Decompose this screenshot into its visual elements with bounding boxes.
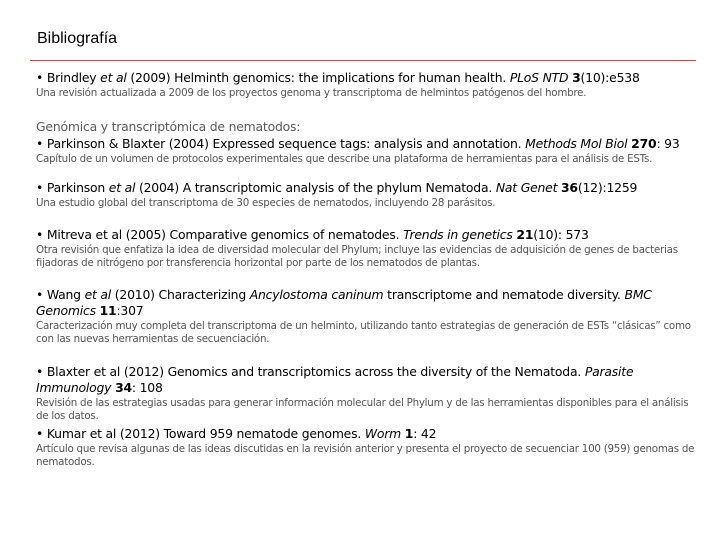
reference-entry-7 bbox=[36, 426, 701, 469]
journal: Methods Mol Biol bbox=[525, 136, 628, 151]
authors: Mitreva et al (2005) Comparative genomics of nematodes. bbox=[46, 227, 404, 242]
citation bbox=[36, 70, 701, 86]
journal: Parasite Immunology bbox=[36, 364, 634, 395]
authors: Kumar et al (2012) Toward 959 nematode genomes. bbox=[46, 426, 365, 441]
citation-text: (2004) A transcriptomic analysis of the phylum Nematoda. bbox=[135, 180, 496, 195]
species: Ancylostoma caninum bbox=[249, 287, 384, 302]
bullet: • bbox=[36, 426, 44, 441]
authors: Blaxter et al (2012) Genomics and transcriptomics across the diversity of the Nematoda. bbox=[46, 364, 585, 379]
reference-entry-5 bbox=[36, 287, 701, 346]
reference-entry-4 bbox=[36, 227, 701, 270]
bullet: • bbox=[36, 136, 44, 151]
journal: BMC Genomics bbox=[36, 287, 652, 318]
annotation: Una estudio global del transcriptoma de 30 especies de nematodos, incluyendo 28 parásitos. bbox=[36, 197, 496, 209]
annotation: Caracterización muy completa del transcriptoma de un helminto, utilizando tanto estrategias de generación de ESTs “clásicas” como con las nuevas herramientas de secuenciación. bbox=[36, 320, 691, 345]
citation bbox=[36, 180, 701, 196]
volume: 21 bbox=[516, 227, 534, 242]
journal: Trends in genetics bbox=[403, 227, 513, 242]
pages: :307 bbox=[116, 303, 144, 318]
pages: : 93 bbox=[656, 136, 680, 151]
reference-entry-2 bbox=[36, 136, 701, 166]
pages: (10): 573 bbox=[533, 227, 589, 242]
volume: 11 bbox=[99, 303, 117, 318]
authors: Brindley bbox=[46, 70, 101, 85]
reference-entry-6 bbox=[36, 364, 701, 423]
reference-entry-3 bbox=[36, 180, 701, 210]
bullet: • bbox=[36, 227, 44, 242]
authors: Parkinson bbox=[46, 180, 109, 195]
annotation: Artículo que revisa algunas de las ideas discutidas en la revisión anterior y presenta el proyecto de secuenciar 100 (959) genomas de nematodos. bbox=[36, 443, 695, 468]
reference-entry-1 bbox=[36, 70, 701, 100]
pages: (12):1259 bbox=[577, 180, 638, 195]
section-heading: Genómica y transcriptómica de nematodos: bbox=[36, 119, 301, 134]
citation bbox=[36, 136, 701, 152]
page-title: Bibliografía bbox=[37, 30, 118, 47]
section-heading-block bbox=[36, 119, 701, 135]
et-al: et al bbox=[84, 287, 112, 302]
authors: Parkinson & Blaxter (2004) Expressed sequence tags: analysis and annotation. bbox=[46, 136, 526, 151]
annotation: Otra revisión que enfatiza la idea de diversidad molecular del Phylum; incluye las evidencias de adquisición de genes de bacterias fijadoras de nitrógeno por transferencia horizontal por parte de los nematodos de plantas. bbox=[36, 244, 678, 269]
annotation: Capítulo de un volumen de protocolos experimentales que describe una plataforma de herramientas para el análisis de ESTs. bbox=[36, 153, 653, 165]
citation-text: (2009) Helminth genomics: the implications for human health. bbox=[126, 70, 510, 85]
citation bbox=[36, 227, 701, 243]
bullet: • bbox=[36, 70, 44, 85]
bullet: • bbox=[36, 364, 44, 379]
citation bbox=[36, 287, 701, 319]
annotation: Revisión de las estrategias usadas para generar información molecular del Phylum y de las herramientas disponibles para el análisis de los datos. bbox=[36, 397, 689, 422]
bullet: • bbox=[36, 287, 44, 302]
journal: PLoS NTD bbox=[509, 70, 569, 85]
citation-text-2: transcriptome and nematode diversity. bbox=[383, 287, 625, 302]
pages: : 42 bbox=[413, 426, 437, 441]
authors: Wang bbox=[46, 287, 85, 302]
journal: Nat Genet bbox=[495, 180, 558, 195]
citation bbox=[36, 426, 701, 442]
title-divider bbox=[30, 60, 696, 61]
journal: Worm bbox=[364, 426, 402, 441]
et-al: et al bbox=[108, 180, 136, 195]
et-al: et al bbox=[100, 70, 127, 85]
citation bbox=[36, 364, 701, 396]
volume: 270 bbox=[631, 136, 657, 151]
citation-text: (2010) Characterizing bbox=[111, 287, 250, 302]
volume: 3 bbox=[572, 70, 581, 85]
pages: (10):e538 bbox=[580, 70, 640, 85]
volume: 36 bbox=[561, 180, 578, 195]
volume: 1 bbox=[404, 426, 414, 441]
pages: : 108 bbox=[131, 380, 163, 395]
volume: 34 bbox=[115, 380, 132, 395]
annotation: Una revisión actualizada a 2009 de los proyectos genoma y transcriptoma de helmintos patógenos del hombre. bbox=[36, 87, 587, 99]
bullet: • bbox=[36, 180, 44, 195]
